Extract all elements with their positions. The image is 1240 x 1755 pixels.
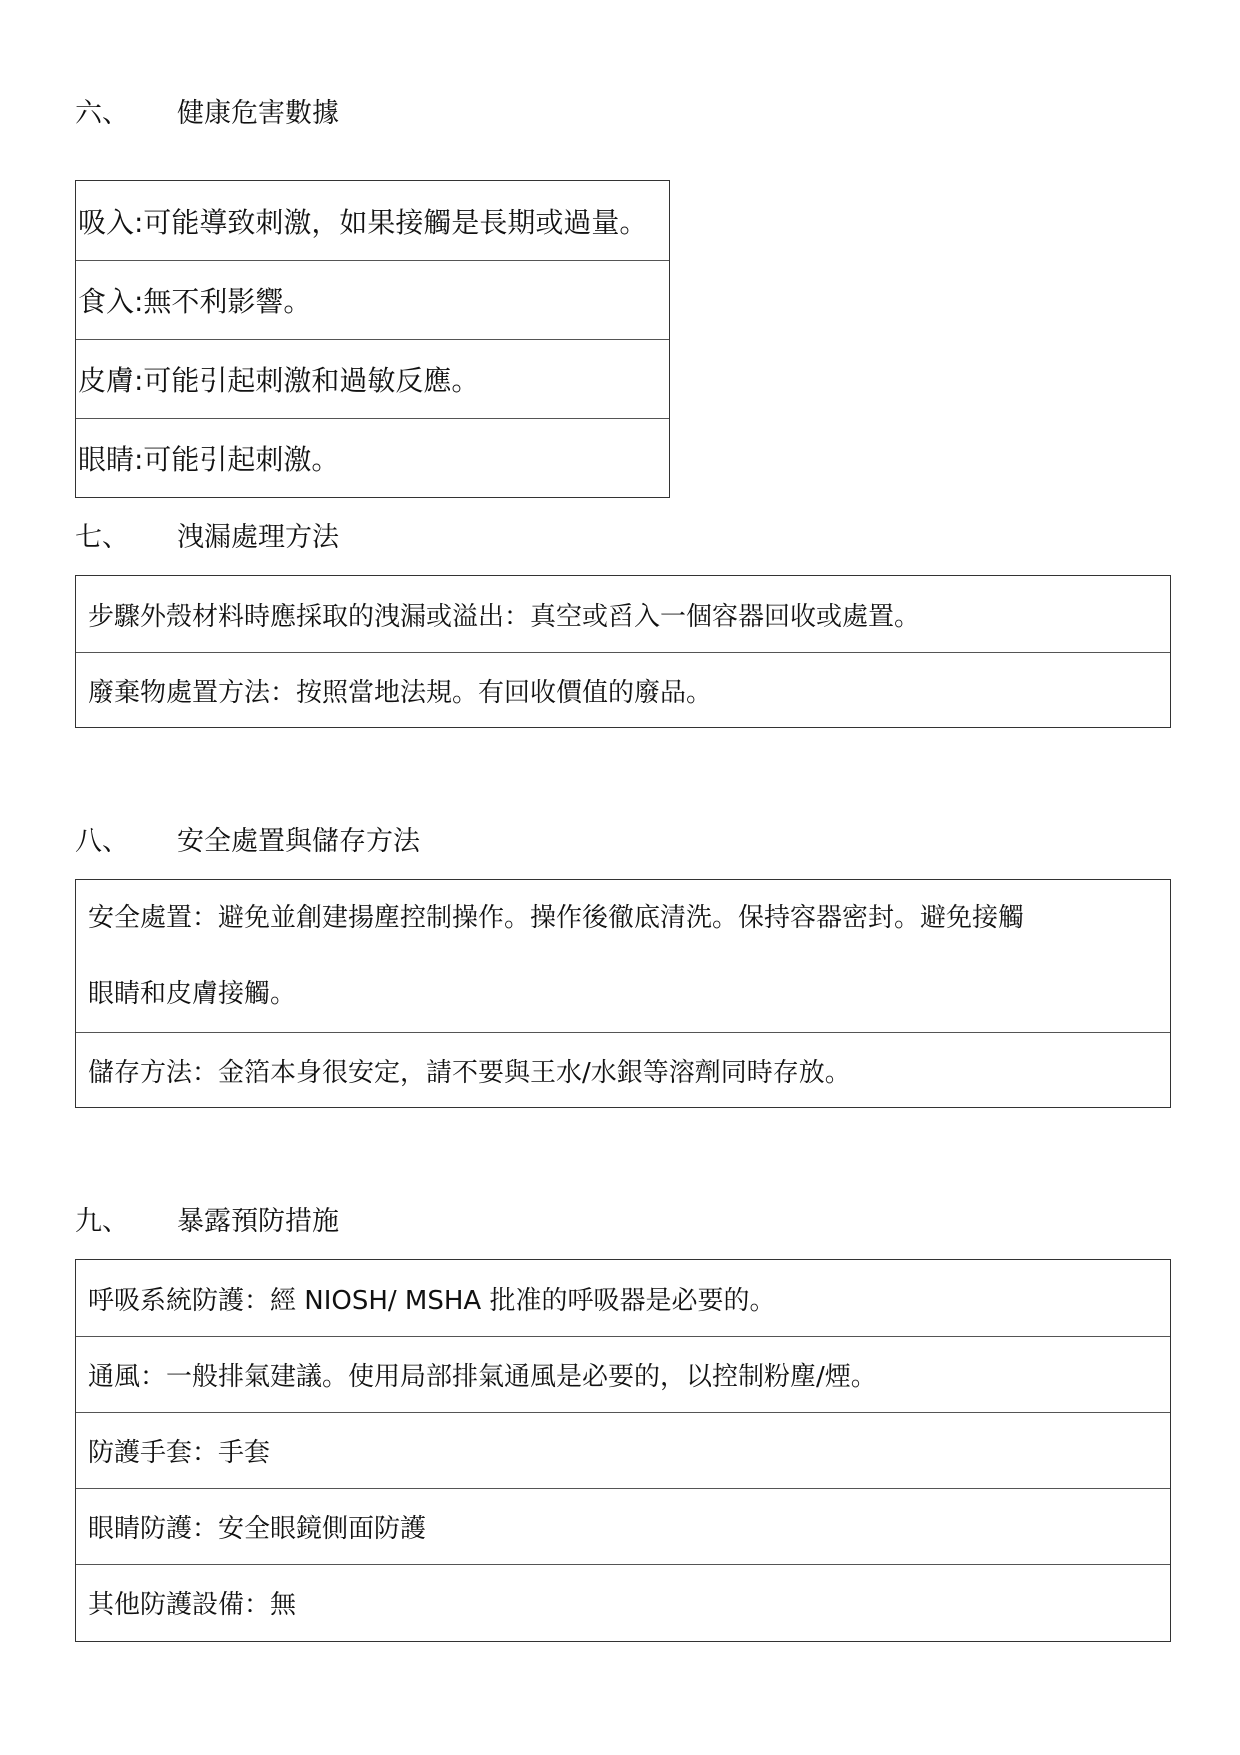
table-row <box>76 880 1170 1032</box>
section-9-heading <box>75 1204 339 1240</box>
table-row: 步驟外殼材料時應採取的洩漏或溢出：真空或舀入一個容器回收或處置。 <box>88 601 921 632</box>
section-7-title: 洩漏處理方法 <box>177 522 339 553</box>
section-8-heading <box>75 824 420 860</box>
table-row: 通風：一般排氣建議。使用局部排氣通風是必要的，以控制粉塵/煙。 <box>76 1336 1170 1412</box>
table-row: 食入:無不利影響。 <box>76 260 669 339</box>
health-hazard-table <box>75 180 670 498</box>
table-row: 其他防護設備：無 <box>76 1564 1170 1640</box>
section-6-number: 六、 <box>75 98 129 129</box>
section-9-number: 九、 <box>75 1206 129 1237</box>
section-7-heading <box>75 520 339 556</box>
section-8-title: 安全處置與儲存方法 <box>177 826 420 857</box>
table-row: 眼睛:可能引起刺激。 <box>76 418 669 497</box>
section-7-number: 七、 <box>75 522 129 553</box>
table-row: 吸入:可能導致刺激，如果接觸是長期或過量。 <box>78 205 648 239</box>
exposure-prevention-table <box>75 1259 1171 1642</box>
section-6-title: 健康危害數據 <box>177 98 339 129</box>
section-9-title: 暴露預防措施 <box>177 1206 339 1237</box>
table-row-line: 眼睛和皮膚接觸。 <box>88 979 297 1009</box>
table-row-line: 安全處置：避免並創建揚塵控制操作。操作後徹底清洗。保持容器密封。避免接觸 <box>88 903 1025 933</box>
table-row: 儲存方法：金箔本身很安定，請不要與王水/水銀等溶劑同時存放。 <box>76 1032 1170 1108</box>
table-row: 皮膚:可能引起刺激和過敏反應。 <box>76 339 669 418</box>
spill-handling-table <box>75 575 1171 728</box>
section-6-heading <box>75 96 339 132</box>
section-8-number: 八、 <box>75 826 129 857</box>
handling-storage-table <box>75 879 1171 1108</box>
table-row: 廢棄物處置方法：按照當地法規。有回收價值的廢品。 <box>76 652 1170 728</box>
table-row: 眼睛防護：安全眼鏡側面防護 <box>76 1488 1170 1564</box>
table-row: 防護手套：手套 <box>76 1412 1170 1488</box>
table-row: 呼吸系統防護：經 NIOSH/ MSHA 批准的呼吸器是必要的。 <box>88 1285 776 1316</box>
